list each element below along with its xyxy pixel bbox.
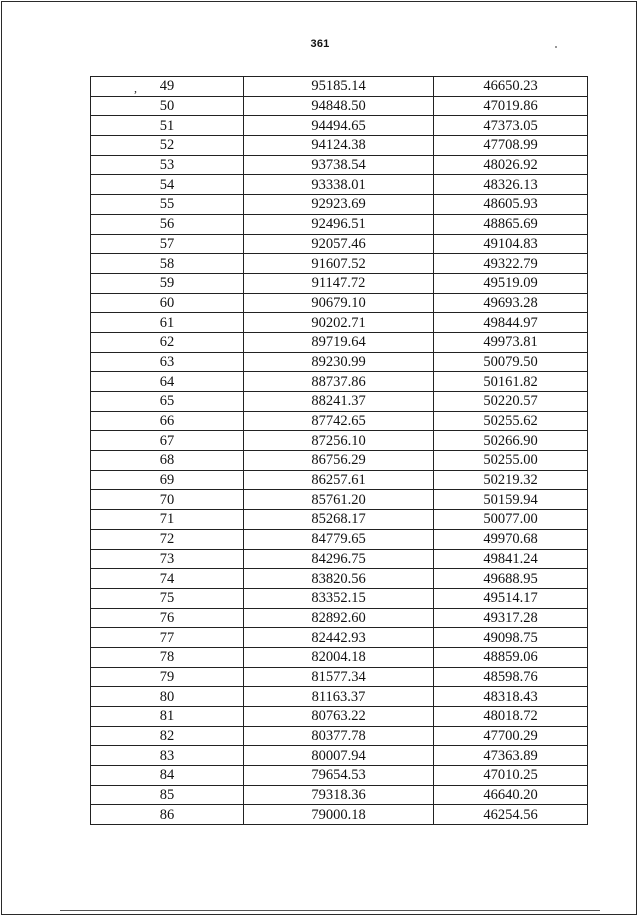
value-a-cell: 83820.56 <box>244 569 434 589</box>
row-number-cell: 59 <box>91 273 244 293</box>
table-row <box>91 805 588 825</box>
table-row <box>91 155 588 175</box>
row-number-cell: 53 <box>91 155 244 175</box>
value-a-cell: 82892.60 <box>244 608 434 628</box>
value-b-cell: 50255.00 <box>434 451 588 471</box>
row-number-cell: 84 <box>91 766 244 786</box>
value-a-cell: 89719.64 <box>244 332 434 352</box>
row-number-cell: 56 <box>91 214 244 234</box>
value-b-cell: 48865.69 <box>434 214 588 234</box>
table-row <box>91 608 588 628</box>
table-row <box>91 411 588 431</box>
row-number-cell: 75 <box>91 588 244 608</box>
table-row <box>91 77 588 97</box>
value-a-cell: 88737.86 <box>244 372 434 392</box>
value-b-cell: 50219.32 <box>434 470 588 490</box>
value-a-cell: 81163.37 <box>244 687 434 707</box>
value-a-cell: 89230.99 <box>244 352 434 372</box>
table-row <box>91 707 588 727</box>
value-b-cell: 48598.76 <box>434 667 588 687</box>
value-a-cell: 79318.36 <box>244 785 434 805</box>
page-number: 361 <box>310 38 330 50</box>
table-row <box>91 116 588 136</box>
value-b-cell: 49098.75 <box>434 628 588 648</box>
value-b-cell: 49693.28 <box>434 293 588 313</box>
table-row <box>91 293 588 313</box>
value-b-cell: 49317.28 <box>434 608 588 628</box>
row-number-cell: 70 <box>91 490 244 510</box>
table-row <box>91 667 588 687</box>
table-row <box>91 392 588 412</box>
table-row <box>91 510 588 530</box>
row-number-cell: 72 <box>91 529 244 549</box>
row-number-cell: 71 <box>91 510 244 530</box>
value-b-cell: 50220.57 <box>434 392 588 412</box>
table-row <box>91 175 588 195</box>
value-b-cell: 49322.79 <box>434 254 588 274</box>
row-number-cell: 55 <box>91 195 244 215</box>
row-number-cell: 62 <box>91 332 244 352</box>
row-number-cell: 66 <box>91 411 244 431</box>
row-number-cell: 79 <box>91 667 244 687</box>
table-row <box>91 214 588 234</box>
row-number-cell: 65 <box>91 392 244 412</box>
row-number-cell: 77 <box>91 628 244 648</box>
table-row <box>91 549 588 569</box>
value-a-cell: 93338.01 <box>244 175 434 195</box>
value-a-cell: 80007.94 <box>244 746 434 766</box>
value-b-cell: 47363.89 <box>434 746 588 766</box>
value-b-cell: 50077.00 <box>434 510 588 530</box>
value-a-cell: 81577.34 <box>244 667 434 687</box>
value-b-cell: 48018.72 <box>434 707 588 727</box>
table-row <box>91 352 588 372</box>
value-a-cell: 93738.54 <box>244 155 434 175</box>
table-row <box>91 332 588 352</box>
value-a-cell: 94848.50 <box>244 96 434 116</box>
value-b-cell: 48859.06 <box>434 647 588 667</box>
value-b-cell: 48326.13 <box>434 175 588 195</box>
row-number-cell: 69 <box>91 470 244 490</box>
table-row <box>91 628 588 648</box>
value-a-cell: 91147.72 <box>244 273 434 293</box>
table-row <box>91 273 588 293</box>
table-row <box>91 313 588 333</box>
value-a-cell: 82004.18 <box>244 647 434 667</box>
value-a-cell: 79000.18 <box>244 805 434 825</box>
value-a-cell: 92496.51 <box>244 214 434 234</box>
value-b-cell: 50255.62 <box>434 411 588 431</box>
value-a-cell: 83352.15 <box>244 588 434 608</box>
row-number-cell: 61 <box>91 313 244 333</box>
value-b-cell: 47700.29 <box>434 726 588 746</box>
value-a-cell: 90202.71 <box>244 313 434 333</box>
value-b-cell: 49841.24 <box>434 549 588 569</box>
row-number-cell: 50 <box>91 96 244 116</box>
table-row <box>91 746 588 766</box>
value-b-cell: 48605.93 <box>434 195 588 215</box>
value-b-cell: 49973.81 <box>434 332 588 352</box>
table-body <box>91 77 588 825</box>
row-number-cell: 58 <box>91 254 244 274</box>
row-number-cell: 81 <box>91 707 244 727</box>
value-a-cell: 86756.29 <box>244 451 434 471</box>
value-a-cell: 86257.61 <box>244 470 434 490</box>
value-b-cell: 47373.05 <box>434 116 588 136</box>
value-a-cell: 94494.65 <box>244 116 434 136</box>
table-row <box>91 766 588 786</box>
table-row <box>91 451 588 471</box>
value-a-cell: 85761.20 <box>244 490 434 510</box>
table-row <box>91 431 588 451</box>
row-number-cell: 64 <box>91 372 244 392</box>
value-a-cell: 79654.53 <box>244 766 434 786</box>
value-b-cell: 47010.25 <box>434 766 588 786</box>
value-a-cell: 87742.65 <box>244 411 434 431</box>
table-row <box>91 195 588 215</box>
value-b-cell: 49844.97 <box>434 313 588 333</box>
table-row <box>91 470 588 490</box>
row-number-cell: 82 <box>91 726 244 746</box>
value-b-cell: 48026.92 <box>434 155 588 175</box>
table-row <box>91 785 588 805</box>
value-b-cell: 46254.56 <box>434 805 588 825</box>
row-number-cell: 76 <box>91 608 244 628</box>
value-a-cell: 80377.78 <box>244 726 434 746</box>
row-number-cell: 78 <box>91 647 244 667</box>
value-b-cell: 47019.86 <box>434 96 588 116</box>
row-number-cell: 67 <box>91 431 244 451</box>
value-a-cell: 95185.14 <box>244 77 434 97</box>
row-number-cell: 86 <box>91 805 244 825</box>
value-b-cell: 46650.23 <box>434 77 588 97</box>
table-row <box>91 687 588 707</box>
data-table <box>90 76 588 825</box>
value-a-cell: 94124.38 <box>244 136 434 156</box>
row-number-cell: 60 <box>91 293 244 313</box>
row-number-cell: 68 <box>91 451 244 471</box>
bottom-rule <box>60 910 600 911</box>
value-a-cell: 92057.46 <box>244 234 434 254</box>
value-b-cell: 49688.95 <box>434 569 588 589</box>
value-a-cell: 92923.69 <box>244 195 434 215</box>
value-b-cell: 49970.68 <box>434 529 588 549</box>
value-b-cell: 50266.90 <box>434 431 588 451</box>
value-a-cell: 84296.75 <box>244 549 434 569</box>
row-number-cell: 52 <box>91 136 244 156</box>
table-row <box>91 136 588 156</box>
value-b-cell: 49519.09 <box>434 273 588 293</box>
value-a-cell: 88241.37 <box>244 392 434 412</box>
value-a-cell: 85268.17 <box>244 510 434 530</box>
value-b-cell: 49104.83 <box>434 234 588 254</box>
row-number-cell: 63 <box>91 352 244 372</box>
table-row <box>91 372 588 392</box>
value-a-cell: 82442.93 <box>244 628 434 648</box>
table-row <box>91 726 588 746</box>
row-number-cell: 85 <box>91 785 244 805</box>
row-number-cell: 54 <box>91 175 244 195</box>
row-number-cell: 83 <box>91 746 244 766</box>
table-row <box>91 647 588 667</box>
table-row <box>91 569 588 589</box>
table-row <box>91 588 588 608</box>
value-a-cell: 84779.65 <box>244 529 434 549</box>
row-number-cell: 57 <box>91 234 244 254</box>
row-number-cell: 49 <box>91 77 244 97</box>
value-a-cell: 80763.22 <box>244 707 434 727</box>
value-a-cell: 91607.52 <box>244 254 434 274</box>
value-a-cell: 87256.10 <box>244 431 434 451</box>
row-number-cell: 80 <box>91 687 244 707</box>
value-b-cell: 50161.82 <box>434 372 588 392</box>
value-b-cell: 46640.20 <box>434 785 588 805</box>
row-number-cell: 74 <box>91 569 244 589</box>
row-number-cell: 73 <box>91 549 244 569</box>
table-row <box>91 254 588 274</box>
value-a-cell: 90679.10 <box>244 293 434 313</box>
table-row <box>91 490 588 510</box>
value-b-cell: 47708.99 <box>434 136 588 156</box>
scan-speck <box>555 46 557 48</box>
value-b-cell: 48318.43 <box>434 687 588 707</box>
table-row <box>91 96 588 116</box>
handwritten-tick-mark: , <box>134 81 137 95</box>
value-b-cell: 49514.17 <box>434 588 588 608</box>
table-row <box>91 234 588 254</box>
row-number-cell: 51 <box>91 116 244 136</box>
value-b-cell: 50159.94 <box>434 490 588 510</box>
table-row <box>91 529 588 549</box>
value-b-cell: 50079.50 <box>434 352 588 372</box>
